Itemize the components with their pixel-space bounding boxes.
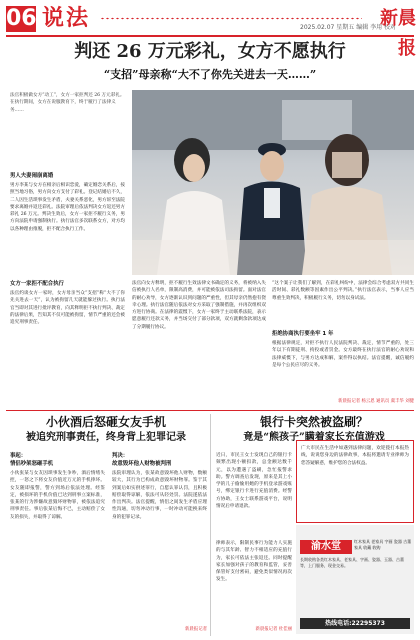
section-number: 06 [6, 6, 37, 31]
notice-text: 广大市民在生活中如遇到法律问题，欢迎拨打本报热线，说说您身边的法律故事，本报将邀请专业律师为您答疑解惑，维护您的合法权益。 [301, 446, 409, 466]
header-divider [6, 35, 414, 37]
ad-hotline: 热线电话:22295373 [300, 618, 410, 629]
top-story-body-col2: 法官向女方释明，拒不履行生效法律文书确定的义务，将被纳入失信被执行人名单，限制高消费，并可能被依法司法拘留。面对法官的耐心劝导，女方逐渐认识到问题的严重性，但其母亲仍然抱有侥幸心理。执行法官随后依法对女方采取了强制措施，并再次组织双方进行协商。在法律的震慑下，女方一家终于主动联系法院，表示愿意履行还款义务，并当场交付了部分款项，双方就剩余款项达成了分期履行协议。 [132, 281, 266, 330]
top-story-section-head-3: 拒绝协商执行要坐牢 1 年 [272, 331, 334, 337]
left-story-title-2: 被追究刑事责任，终身背上犯罪记录 [26, 432, 186, 443]
advertisement [296, 525, 414, 634]
column-divider [210, 414, 211, 636]
right-story-title-2: 竟是“熊孩子”瞒着家长充值游戏 [243, 432, 385, 443]
left-story-sub-3: 判决： [112, 453, 129, 459]
right-story-title-1: 银行卡突然被盗刷？ [259, 415, 368, 429]
top-story-body-col1: 男方李某与女方在相亲后相识恋爱，确定婚恋关系后，按照当地习俗，男方向女方支付了彩礼。登记结婚后不久，二人因生活琐事发生矛盾，夫妻关系恶化，男方诉至法院要求离婚并返还彩礼。法院审理后依法判决女方返还男方彩礼 26 万元。判决生效后，女方一家拒不履行义务，男方向法院申请强制执行。执行法官多次联系女方，对方均以各种理由推脱，拒不配合执行工作。 [10, 183, 125, 232]
top-story-section-head-2: 女方一家拒不配合执行 [10, 281, 64, 287]
left-story-sub-1: 事起： [10, 453, 27, 459]
newspaper-logo: 新晨报 [380, 8, 416, 59]
left-story-byline: 新晨报记者 [185, 627, 207, 632]
top-story-body-col3: “这个案子让我们了解到，在彩礼纠纷中，法律会综合考虑双方共同生活时间、彩礼数额等因素作出公平判决。”执行法官表示，当事人应当尊重生效判决，积极履行义务，切勿以身试法。 [272, 281, 414, 301]
top-story-title: 判还 26 万元彩礼，女方不愿执行 [74, 41, 346, 62]
top-story-intro: 法官积极做女方“动工”，女方一家拒判还 26 万元彩礼。在执行期间，女方在说服教育下，终于履行了法律义务…… [10, 93, 125, 113]
ad-body-text: 长期收购各类红木家具、老家具、字画、瓷器、玉器、古董等，上门服务，现金交易。 [300, 557, 404, 569]
left-story-body-col1: 小伙张某与女友因琐事发生争吵，酒后情绪失控，一怒之下将女友价值近万元的手机摔坏。女友随即报警，警方到场后依法处理。经鉴定，被损坏的手机价值已达到刑事立案标准，张某的行为涉嫌故意毁坏财物罪，被依法追究刑事责任。事后张某后悔不已，主动赔偿了女友的损失，并取得了谅解。 [10, 471, 105, 520]
desk-text: 编辑 李用 校对 [356, 24, 397, 31]
notice-box [296, 440, 414, 523]
top-story-byline: 新晨报记者 杨云恩 通讯员 虞丰华 刘健 [338, 399, 414, 404]
news-photo [132, 90, 414, 275]
top-story-body-col1b: 法官约谈女方一家时，女方母亲当众“支招”称“大不了你先关进去一天”，认为被拘留几天就能躲过执行。执行法官当即对其进行批评教育，向其释明拒不执行判决、裁定的法律后果，告知其不仅可能被拘留，情节严重的还会被追究刑事责任。 [10, 291, 125, 326]
story-divider [6, 410, 414, 411]
photo-illustration [132, 90, 414, 275]
left-story-sub-2: 情侣吵架怒砸手机 [10, 461, 54, 467]
left-story-title-1: 小伙酒后怒砸女友手机 [45, 415, 166, 429]
ad-brand-name: 渝水堂 [300, 540, 352, 554]
top-story-body-col3b: 根据法律规定，对拒不执行人民法院判决、裁定，情节严重的，处三年以下有期徒刑、拘役或者罚金。女方最终在执行法官的耐心劝说和法律威慑下，与男方达成和解，案件得以执结。法官提醒，诚信履约是每个公民应尽的义务。 [272, 341, 414, 368]
top-story-section-head: 男人夫妻闹崩离婚 [10, 173, 54, 179]
left-story-sub-4: 故意毁坏他人财物被判刑 [112, 461, 172, 467]
right-story-body-col1: 近日，市民王女士发现自己的银行卡频繁出现小额扣款，总金额达数千元，以为遭遇了盗刷，急忙报警求助。警方调查后发现，原来是其上小学的儿子偷偷用她的手机登录游戏账号，绑定银行卡进行充值消费。经警方协助，王女士联系游戏平台，说明情况后申请退款。 [216, 453, 292, 510]
date-text: 2025.02.07 星期五 [300, 24, 355, 31]
left-story-body-col2: 法院审理认为，张某故意毁坏他人财物，数额较大，其行为已构成故意毁坏财物罪。鉴于其到案后如实供述罪行，自愿认罪认罚，且积极赔偿取得谅解，依法可从轻处罚。法院遂依法作出判决。法官提醒，情侣之间发生矛盾应理性沟通，切勿冲动行事，一时冲动可能换来终身的犯罪记录。 [112, 471, 207, 520]
right-story-body-col1b: 律师表示，限制民事行为能力人实施的与其年龄、智力不相适应的充值行为，家长可依法主张返还。同时提醒家长加强对孩子的教育和监管，妥善保管好支付密码，避免类似情况再次发生。 [216, 541, 292, 583]
section-name: 说法 [42, 5, 91, 31]
header-dot-rule [100, 17, 362, 20]
top-story-subtitle: “支招”母亲称“大不了你先关进去一天……” [103, 68, 317, 81]
right-story-byline: 新晨报记者 杜佳丽 [255, 627, 292, 632]
ad-address: 红木家具 老家具 字画 瓷器 古董 家具 收藏 收购 [354, 539, 412, 550]
